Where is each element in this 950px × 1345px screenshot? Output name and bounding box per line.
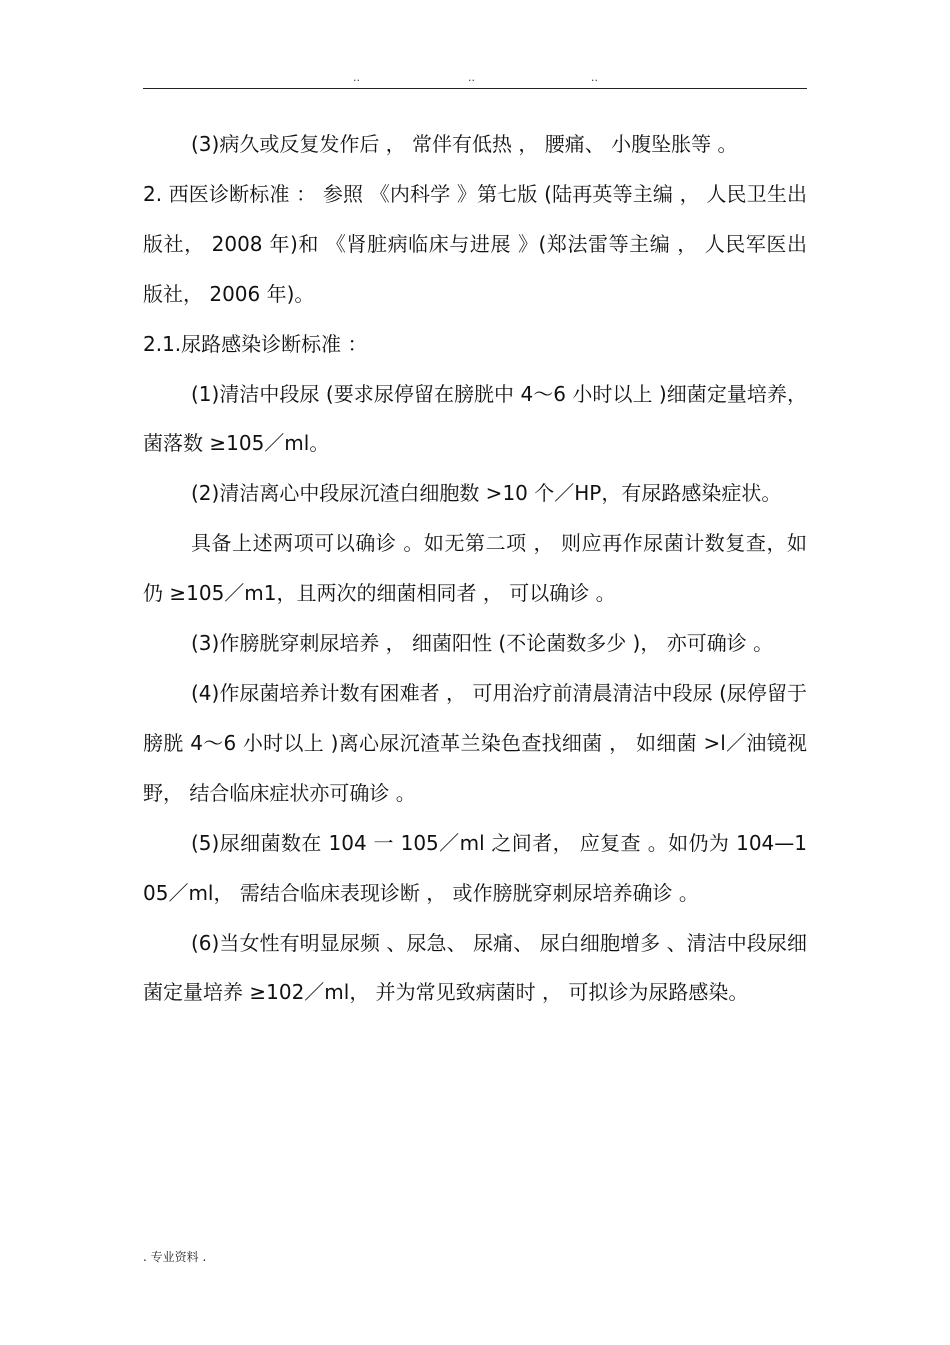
document-body [143, 120, 807, 1018]
paragraph-criterion-5: (5)尿细菌数在 104 一 105／ml 之间者， 应复查 。如仍为 104—105／ml， 需结合临床表现诊断 ， 或作膀胱穿刺尿培养确诊 。 [143, 830, 807, 905]
header-dot-3: .. [591, 71, 598, 84]
header-dot-2: .. [468, 71, 475, 84]
paragraph-diagnosis-note: 具备上述两项可以确诊 。如无第二项 ， 则应再作尿菌计数复查，如仍 ≥105／m1，且两次的细菌相同者 ， 可以确诊 。 [143, 531, 807, 606]
page-header [143, 70, 807, 89]
paragraph-symptom-3: (3)病久或反复发作后 ， 常伴有低热 ， 腰痛、 小腹坠胀等 。 [191, 132, 738, 156]
paragraph-criterion-1: (1)清洁中段尿 (要求尿停留在膀胱中 4～6 小时以上 )细菌定量培养， 菌落数 ≥105／ml。 [143, 381, 807, 456]
section-heading-uti-criteria: 2.1.尿路感染诊断标准 ： [143, 331, 368, 356]
page-footer: . 专业资料 . [143, 1250, 207, 1264]
paragraph-western-criteria: 2. 西医诊断标准 ： 参照 《内科学 》第七版 (陆再英等主编 ， 人民卫生出版社， 2008 年)和 《肾脏病临床与进展 》(郑法雷等主编 ， 人民军医出版社， 2006 年)。 [143, 181, 807, 306]
paragraph-criterion-3: (3)作膀胱穿刺尿培养 ， 细菌阳性 (不论菌数多少 )， 亦可确诊 。 [191, 631, 774, 656]
header-dot-1: .. [353, 71, 360, 84]
paragraph-criterion-2: (2)清洁离心中段尿沉渣白细胞数 >10 个／HP，有尿路感染症状。 [191, 481, 782, 506]
paragraph-criterion-4: (4)作尿菌培养计数有困难者 ， 可用治疗前清晨清洁中段尿 (尿停留于膀胱 4～6 小时以上 )离心尿沉渣革兰染色查找细菌 ， 如细菌 >l／油镜视野， 结合临床症状亦可确诊 。 [143, 680, 807, 805]
paragraph-criterion-6: (6)当女性有明显尿频 、尿急、 尿痛、 尿白细胞增多 、清洁中段尿细菌定量培养 ≥102／ml， 并为常见致病菌时 ， 可拟诊为尿路感染。 [143, 930, 807, 1005]
